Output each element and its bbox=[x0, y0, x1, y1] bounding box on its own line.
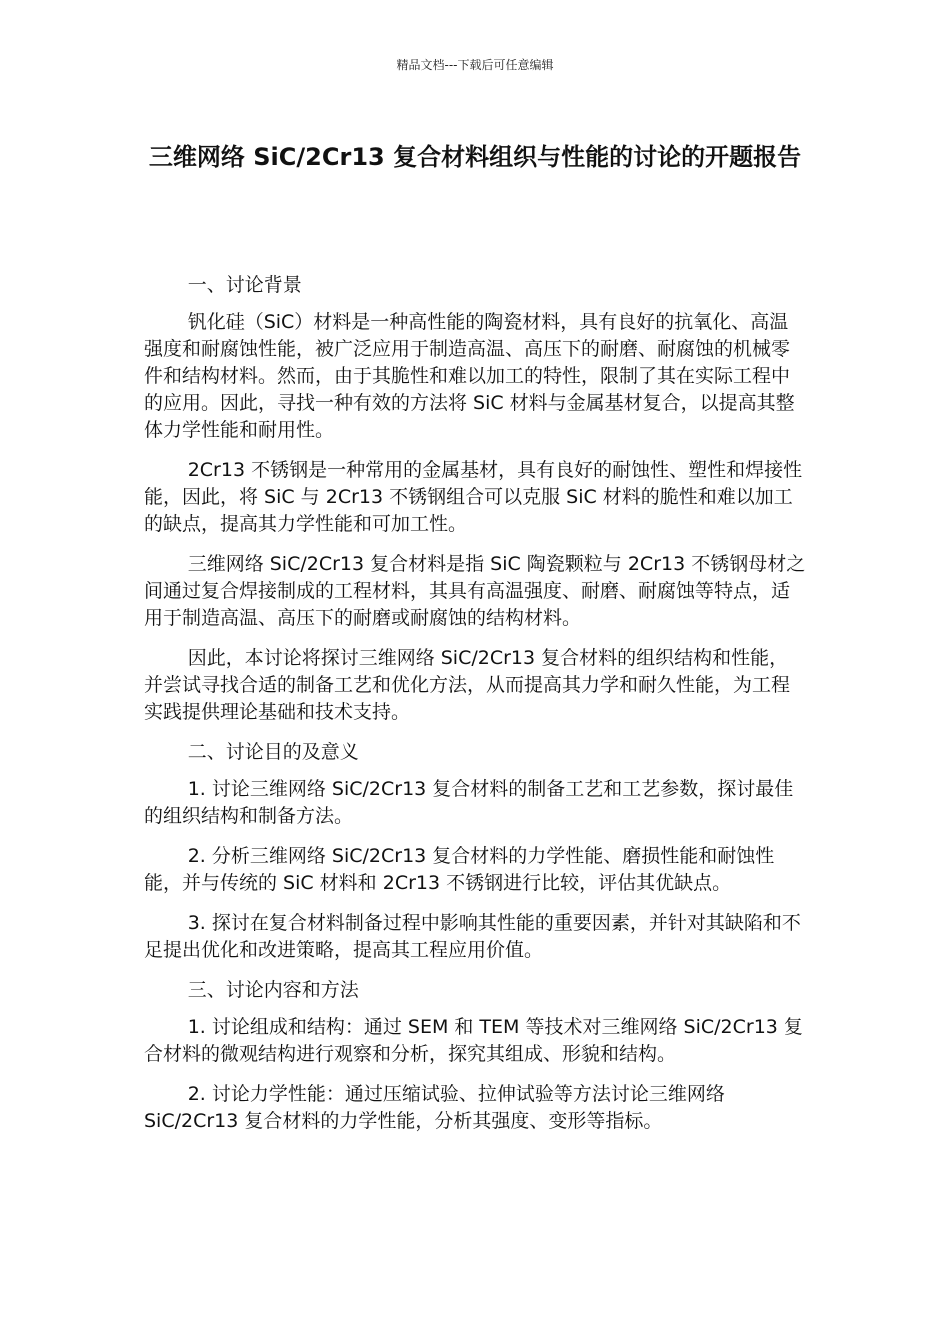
paragraph-research-aim: 因此，本讨论将探讨三维网络 SiC/2Cr13 复合材料的组织结构和性能，并尝试寻找合适的制备工艺和优化方法，从而提高其力学和耐久性能，为工程实践提供理论基础和技术支持。 bbox=[144, 647, 791, 723]
paragraph-sic-intro: 钒化硅（SiC）材料是一种高性能的陶瓷材料，具有良好的抗氧化、高温强度和耐腐蚀性能，被广泛应用于制造高温、高压下的耐磨、耐腐蚀的机械零件和结构材料。然而，由于其脆性和难以加工的特性，限制了其在实际工程中的应用。因此，寻找一种有效的方法将 SiC 材料与金属基材复合，以提高其整体力学性能和耐用性。 bbox=[144, 311, 795, 441]
paragraph-2cr13-intro: 2Cr13 不锈钢是一种常用的金属基材，具有良好的耐蚀性、塑性和焊接性能，因此，将 SiC 与 2Cr13 不锈钢组合可以克服 SiC 材料的脆性和难以加工的缺点，提高其力学性能和可加工性。 bbox=[144, 459, 803, 535]
paragraph-composite-definition: 三维网络 SiC/2Cr13 复合材料是指 SiC 陶瓷颗粒与 2Cr13 不锈钢母材之间通过复合焊接制成的工程材料，其具有高温强度、耐磨、耐腐蚀等特点，适用于制造高温、高压下的耐磨或耐腐蚀的结构材料。 bbox=[144, 553, 806, 629]
method-item-1: 1. 讨论组成和结构：通过 SEM 和 TEM 等技术对三维网络 SiC/2Cr13 复合材料的微观结构进行观察和分析，探究其组成、形貌和结构。 bbox=[144, 1016, 803, 1065]
document-title: 三维网络 SiC/2Cr13 复合材料组织与性能的讨论的开题报告 bbox=[148, 143, 802, 171]
method-item-2: 2. 讨论力学性能：通过压缩试验、拉伸试验等方法讨论三维网络 SiC/2Cr13 复合材料的力学性能，分析其强度、变形等指标。 bbox=[144, 1083, 725, 1132]
objective-item-1: 1. 讨论三维网络 SiC/2Cr13 复合材料的制备工艺和工艺参数，探讨最佳的组织结构和制备方法。 bbox=[144, 778, 794, 827]
section-heading-background: 一、讨论背景 bbox=[187, 274, 302, 296]
objective-item-2: 2. 分析三维网络 SiC/2Cr13 复合材料的力学性能、磨损性能和耐蚀性能，并与传统的 SiC 材料和 2Cr13 不锈钢进行比较，评估其优缺点。 bbox=[144, 845, 775, 894]
page-header-note: 精品文档---下载后可任意编辑 bbox=[396, 58, 554, 72]
section-heading-methods: 三、讨论内容和方法 bbox=[187, 979, 359, 1001]
document-body bbox=[144, 272, 806, 1148]
objective-item-3: 3. 探讨在复合材料制备过程中影响其性能的重要因素，并针对其缺陷和不足提出优化和改进策略，提高其工程应用价值。 bbox=[144, 912, 801, 961]
section-heading-objectives: 二、讨论目的及意义 bbox=[187, 741, 359, 763]
